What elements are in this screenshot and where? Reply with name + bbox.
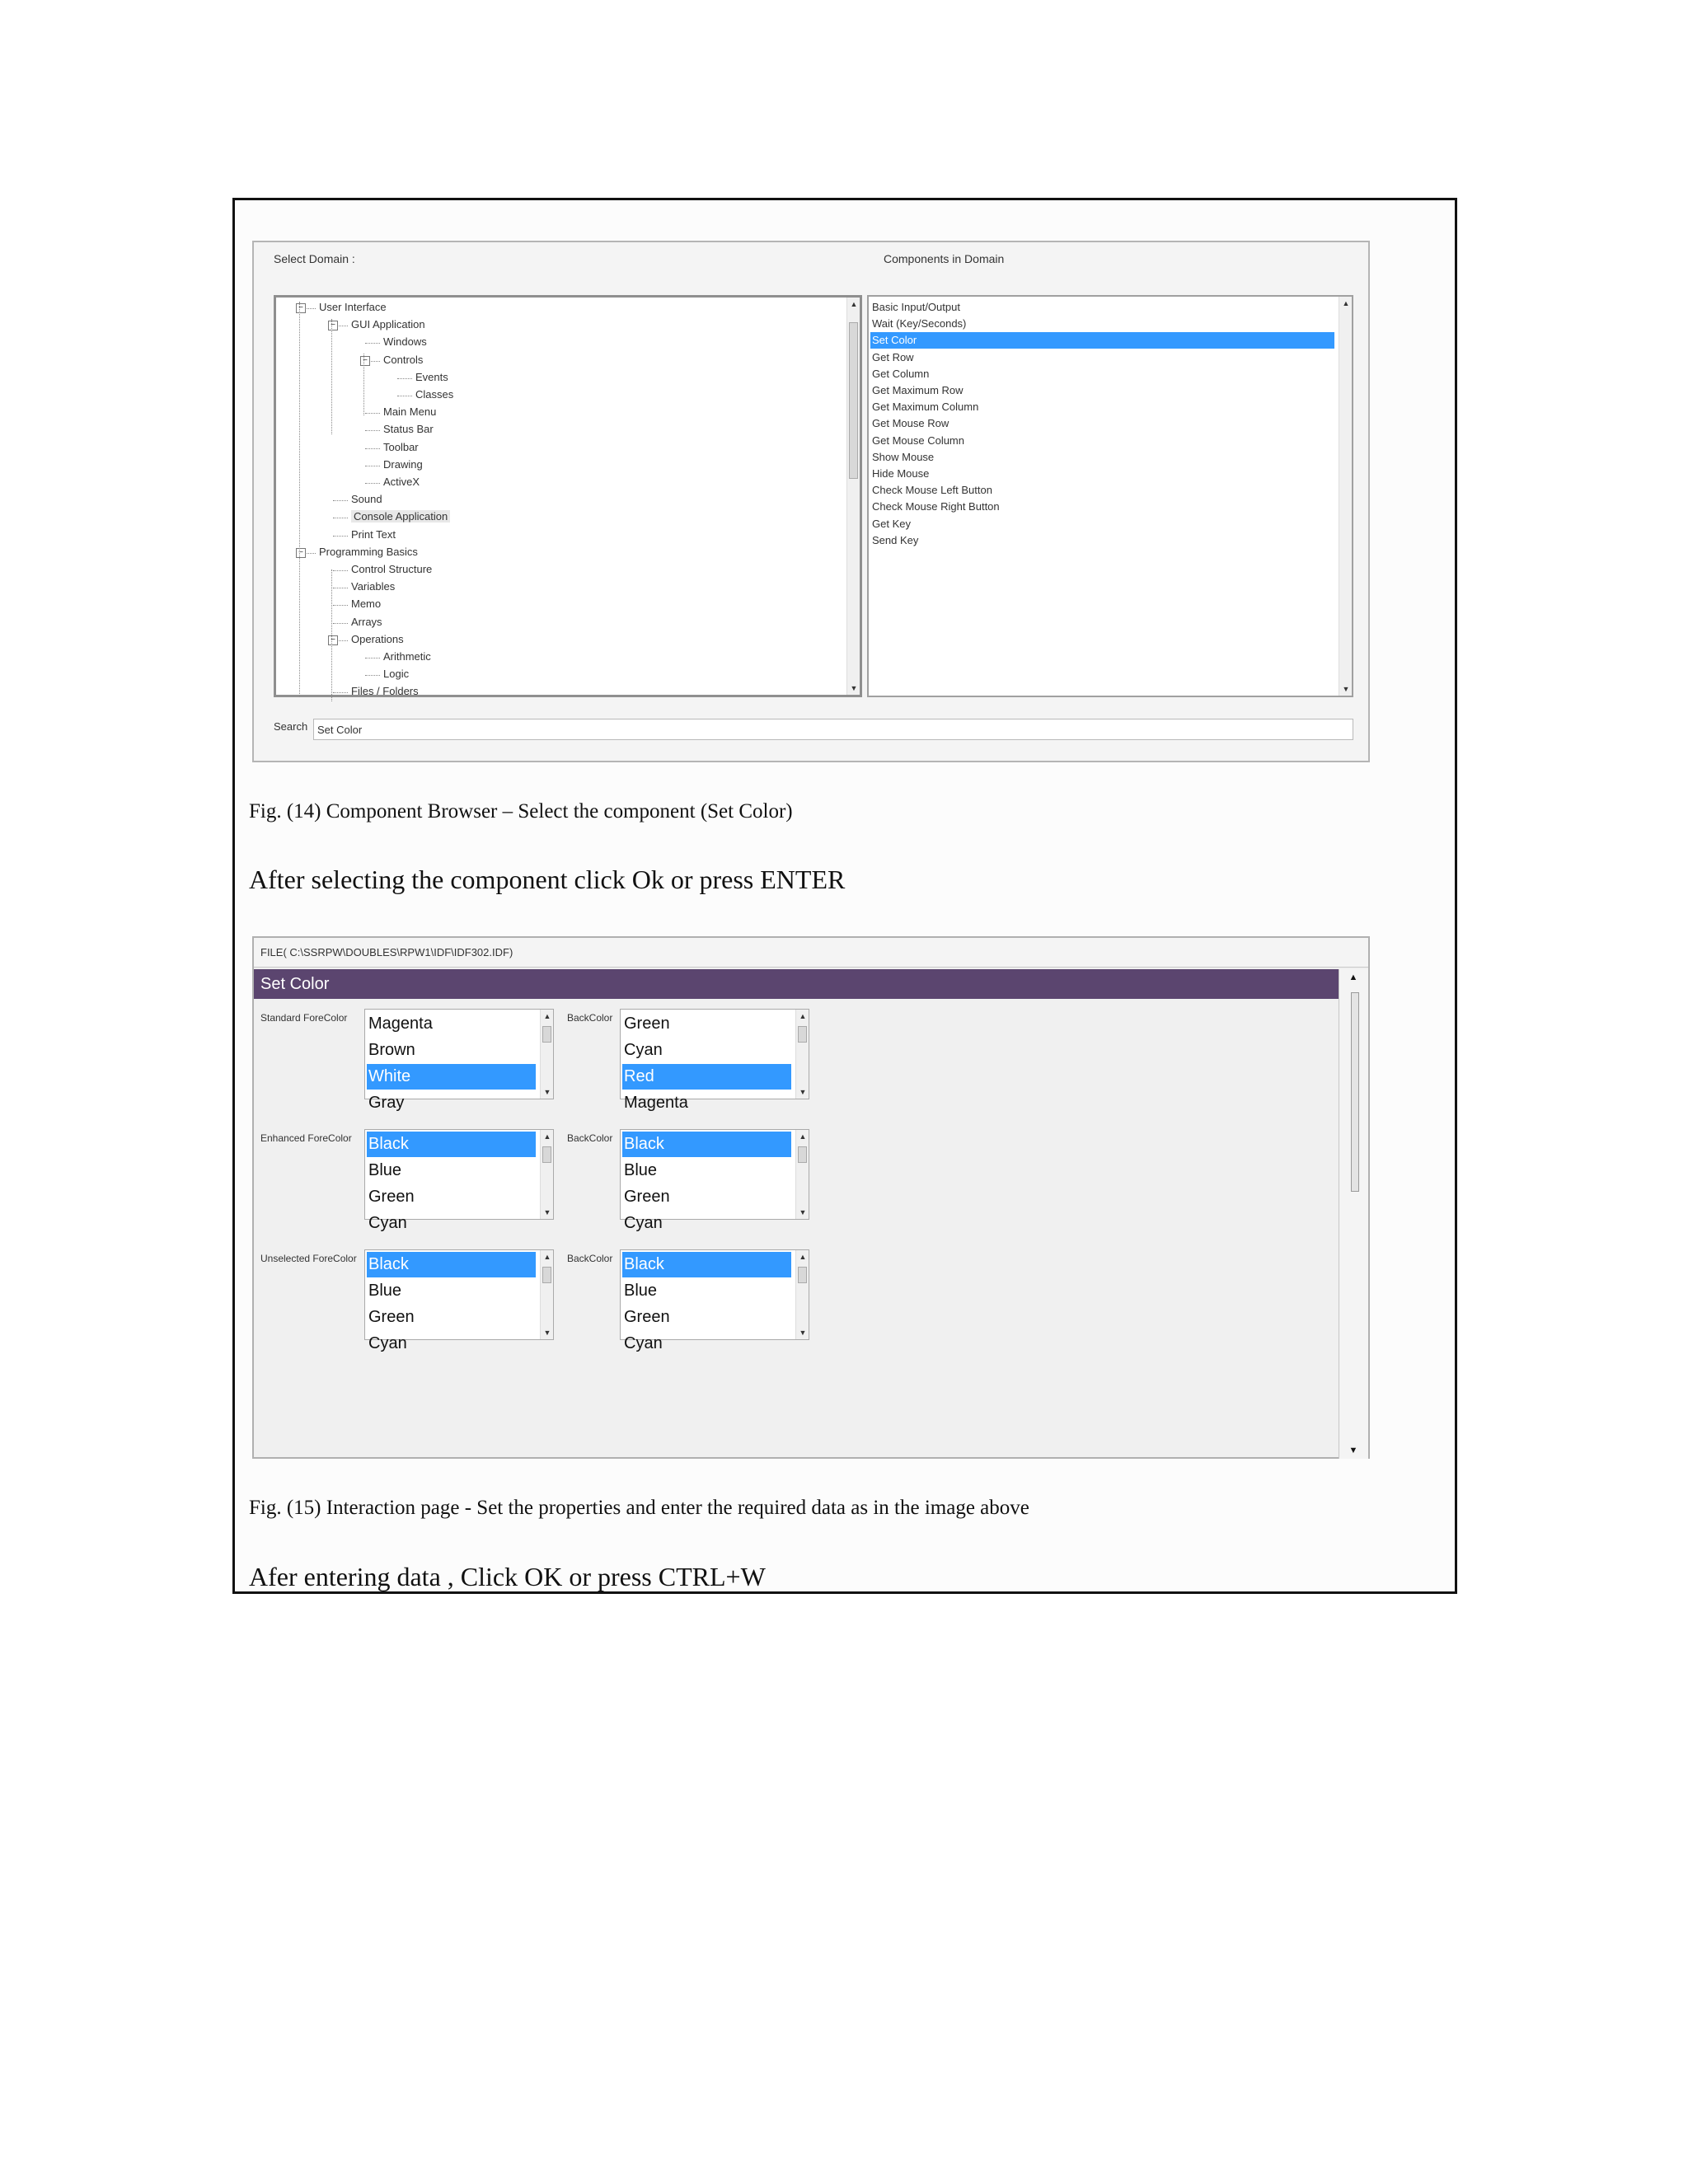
instruction-2: Afer entering data , Click OK or press CTRL+W <box>249 1562 766 1591</box>
search-label: Search <box>274 720 308 733</box>
backcolor-label: BackColor <box>567 1132 613 1144</box>
scroll-down-icon[interactable]: ▼ <box>543 1329 551 1337</box>
tree-connector <box>365 413 380 414</box>
scroll-thumb[interactable] <box>798 1026 807 1043</box>
collapse-icon[interactable]: − <box>328 321 338 330</box>
tree-connector <box>333 623 348 624</box>
color-option[interactable]: Black <box>367 1132 536 1157</box>
color-option[interactable]: Cyan <box>624 1214 663 1232</box>
components-in-domain-label: Components in Domain <box>884 252 1005 265</box>
component-item[interactable]: Check Mouse Right Button <box>872 500 1000 513</box>
color-option[interactable]: Blue <box>624 1282 658 1300</box>
tree-connector <box>333 500 348 501</box>
scroll-down-icon[interactable]: ▼ <box>543 1088 551 1096</box>
color-option[interactable]: Green <box>368 1308 415 1326</box>
collapse-icon[interactable]: − <box>328 635 338 645</box>
scroll-up-icon[interactable]: ▲ <box>543 1132 551 1141</box>
components-list[interactable] <box>867 295 1353 697</box>
tree-guide-line <box>363 354 364 415</box>
scroll-up-icon[interactable]: ▲ <box>1342 299 1350 307</box>
search-input[interactable] <box>313 719 1353 740</box>
figure-14-caption: Fig. (14) Component Browser – Select the component (Set Color) <box>249 800 793 823</box>
component-item[interactable]: Check Mouse Left Button <box>872 484 992 497</box>
tree-item[interactable]: Memo <box>351 598 382 611</box>
scroll-up-icon[interactable]: ▲ <box>543 1012 551 1020</box>
components-scrollbar[interactable] <box>1339 297 1352 696</box>
tree-item[interactable]: GUI Application <box>351 318 425 331</box>
tree-connector <box>333 692 348 693</box>
scroll-up-icon[interactable]: ▲ <box>543 1253 551 1261</box>
backcolor-label: BackColor <box>567 1253 613 1264</box>
component-item[interactable]: Set Color <box>870 332 1334 349</box>
color-option[interactable]: Green <box>624 1188 670 1206</box>
dialog-title: Set Color <box>254 969 1340 999</box>
tree-item[interactable]: Console Application <box>351 510 450 523</box>
scroll-thumb[interactable] <box>798 1267 807 1283</box>
collapse-icon[interactable]: − <box>360 356 370 366</box>
color-option[interactable]: Cyan <box>624 1334 663 1352</box>
scroll-down-icon[interactable]: ▼ <box>799 1329 807 1337</box>
scroll-down-icon[interactable]: ▼ <box>1342 685 1350 693</box>
component-item[interactable]: Get Column <box>872 367 930 380</box>
component-item[interactable]: Basic Input/Output <box>872 301 960 313</box>
list-scrollbar[interactable] <box>795 1010 809 1099</box>
tree-connector <box>365 343 380 344</box>
tree-item[interactable]: Drawing <box>383 457 423 471</box>
color-option[interactable]: Cyan <box>624 1041 663 1059</box>
tree-item[interactable]: Windows <box>383 335 427 349</box>
scroll-down-icon[interactable]: ▼ <box>1348 1446 1358 1455</box>
component-item[interactable]: Get Maximum Row <box>872 384 964 396</box>
tree-item[interactable]: Print Text <box>351 527 396 541</box>
tree-connector <box>365 430 380 431</box>
color-option[interactable]: Black <box>622 1132 791 1157</box>
instruction-1: After selecting the component click Ok or press ENTER <box>249 865 846 894</box>
tree-item[interactable]: Arrays <box>351 615 382 628</box>
color-option[interactable]: Gray <box>368 1094 405 1112</box>
scroll-thumb[interactable] <box>542 1146 551 1163</box>
backcolor-list[interactable] <box>620 1009 809 1112</box>
component-item[interactable]: Get Mouse Row <box>872 417 950 430</box>
domain-tree[interactable] <box>274 295 862 697</box>
tree-item[interactable]: Logic <box>383 668 410 681</box>
color-option[interactable]: Magenta <box>368 1015 433 1033</box>
scroll-down-icon[interactable]: ▼ <box>543 1208 551 1216</box>
page-scrollbar[interactable] <box>1339 969 1368 1459</box>
list-scrollbar[interactable] <box>540 1250 553 1339</box>
color-option[interactable]: Black <box>622 1252 791 1277</box>
forecolor-label: Enhanced ForeColor <box>260 1132 352 1144</box>
tree-item[interactable]: Toolbar <box>383 440 419 453</box>
color-option[interactable]: Green <box>624 1308 670 1326</box>
component-item[interactable]: Get Maximum Column <box>872 401 979 414</box>
scroll-up-icon[interactable]: ▲ <box>850 300 858 308</box>
scroll-down-icon[interactable]: ▼ <box>799 1208 807 1216</box>
tree-item[interactable]: User Interface <box>319 301 387 313</box>
scroll-thumb[interactable] <box>849 322 858 479</box>
component-item[interactable]: Wait (Key/Seconds) <box>872 317 967 330</box>
tree-guide-line <box>331 319 332 434</box>
color-option[interactable]: Green <box>368 1188 415 1206</box>
scroll-up-icon[interactable]: ▲ <box>799 1253 807 1261</box>
tree-item[interactable]: Operations <box>351 632 404 645</box>
color-option[interactable]: Red <box>622 1064 791 1090</box>
backcolor-label: BackColor <box>567 1012 613 1024</box>
tree-item[interactable]: Controls <box>383 353 424 366</box>
color-option[interactable]: Blue <box>368 1282 402 1300</box>
tree-connector <box>333 605 348 606</box>
tree-guide-line <box>331 569 332 701</box>
file-path-bar: FILE( C:\SSRPW\DOUBLES\RPW1\IDF\IDF302.IDF) <box>254 938 1368 968</box>
list-scrollbar[interactable] <box>795 1130 809 1219</box>
color-option[interactable]: Cyan <box>368 1334 407 1352</box>
scroll-down-icon[interactable]: ▼ <box>850 684 858 692</box>
forecolor-list[interactable] <box>364 1249 554 1352</box>
backcolor-list[interactable] <box>620 1129 809 1232</box>
tree-item[interactable]: Status Bar <box>383 423 434 436</box>
component-item[interactable]: Get Row <box>872 350 914 363</box>
scroll-thumb[interactable] <box>542 1026 551 1043</box>
color-option[interactable]: Cyan <box>368 1214 407 1232</box>
tree-item[interactable]: Files / Folders <box>351 685 419 698</box>
forecolor-list[interactable] <box>364 1129 554 1232</box>
tree-item[interactable]: Arithmetic <box>383 650 431 663</box>
list-scrollbar[interactable] <box>540 1130 553 1219</box>
tree-connector <box>365 675 380 676</box>
color-option[interactable]: Blue <box>368 1161 402 1179</box>
component-item[interactable]: Hide Mouse <box>872 467 930 480</box>
backcolor-list[interactable] <box>620 1249 809 1352</box>
tree-connector <box>397 378 412 379</box>
component-item[interactable]: Get Key <box>872 517 911 530</box>
tree-scrollbar[interactable] <box>846 298 860 695</box>
forecolor-list[interactable] <box>364 1009 554 1112</box>
tree-guide-line <box>299 302 300 697</box>
tree-item[interactable]: Sound <box>351 493 382 506</box>
scroll-up-icon[interactable]: ▲ <box>799 1132 807 1141</box>
scroll-thumb[interactable] <box>542 1267 551 1283</box>
color-option[interactable]: White <box>367 1064 536 1090</box>
component-browser <box>252 241 1370 762</box>
tree-item[interactable]: Main Menu <box>383 405 437 419</box>
collapse-icon[interactable]: − <box>296 548 306 558</box>
component-item[interactable]: Send Key <box>872 533 919 546</box>
tree-item[interactable]: Classes <box>415 388 454 401</box>
scroll-up-icon[interactable]: ▲ <box>1348 972 1358 982</box>
interaction-page <box>252 936 1370 1459</box>
scroll-thumb[interactable] <box>1351 992 1359 1192</box>
forecolor-label: Standard ForeColor <box>260 1012 348 1024</box>
list-scrollbar[interactable] <box>540 1010 553 1099</box>
color-option[interactable]: Brown <box>368 1041 415 1059</box>
scroll-down-icon[interactable]: ▼ <box>799 1088 807 1096</box>
tree-item[interactable]: Variables <box>351 580 396 593</box>
tree-connector <box>365 483 380 484</box>
tree-connector <box>333 536 348 537</box>
tree-item[interactable]: ActiveX <box>383 476 420 488</box>
tree-connector <box>333 570 348 571</box>
tree-item[interactable]: Events <box>415 370 448 383</box>
collapse-icon[interactable]: − <box>296 303 306 313</box>
scroll-thumb[interactable] <box>798 1146 807 1163</box>
color-option[interactable]: Green <box>624 1015 670 1033</box>
tree-connector <box>365 448 380 449</box>
tree-item[interactable]: Control Structure <box>351 563 433 575</box>
scroll-up-icon[interactable]: ▲ <box>799 1012 807 1020</box>
tree-item[interactable]: Programming Basics <box>319 545 418 558</box>
color-option[interactable]: Blue <box>624 1161 658 1179</box>
figure-15-caption: Fig. (15) Interaction page - Set the properties and enter the required data as in the image above <box>249 1497 1029 1519</box>
color-option[interactable]: Black <box>367 1252 536 1277</box>
list-scrollbar[interactable] <box>795 1250 809 1339</box>
color-option[interactable]: Magenta <box>624 1094 688 1112</box>
forecolor-label: Unselected ForeColor <box>260 1253 357 1264</box>
component-item[interactable]: Show Mouse <box>872 450 935 463</box>
component-item[interactable]: Get Mouse Column <box>872 434 964 447</box>
select-domain-label: Select Domain : <box>274 252 355 265</box>
